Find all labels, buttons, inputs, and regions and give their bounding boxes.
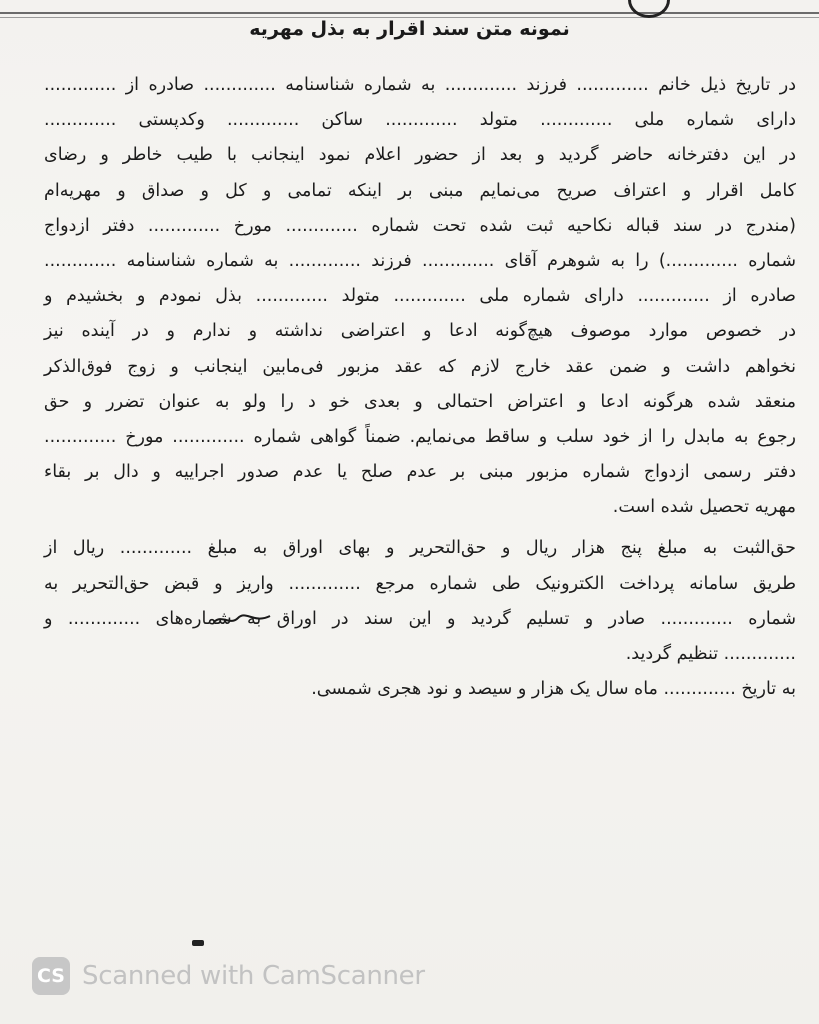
body-line: شماره ............. صادر و تسلیم گردید و این سند در اوراق به شماره‌های ............. و [44,608,796,629]
document-body [44,68,796,707]
body-line: منعقد شده هرگونه ادعا و اعتراض احتمالی و بعدی خو د را ولو به عنوان تضرر و حق [44,391,796,412]
body-line: صادره از ............. دارای شماره ملی ............. متولد ............. بذل نمودم و بخشیدم و [44,286,796,307]
camscanner-watermark [32,956,425,996]
body-line: در این دفترخانه حاضر گردید و بعد از حضور اعلام نمود اینجانب با طیب خاطر و رضای [44,145,796,166]
body-line: ............. تنظیم گردید. [625,644,796,664]
body-line: به تاریخ ............. ماه سال یک هزار و سیصد و نود هجری شمسی. [311,679,796,700]
body-line: رجوع به مابدل را از خود سلب و ساقط می‌نمایم. ضمناً گواهی شماره ............. مورخ ............. [44,426,796,447]
document-title: نمونه متن سند اقرار به بذل مهریه [249,18,570,40]
watermark-text: Scanned with CamScanner [82,961,425,991]
handwritten-mark-icon [212,612,272,626]
emblem-icon [628,0,670,18]
body-line: در خصوص موارد موصوف هیچ‌گونه ادعا و اعتراضی نداشته و ندارم و در آینده نیز [44,321,796,342]
body-line: در تاریخ ذیل خانم ............. فرزند ............. به شماره شناسنامه ............. صادره از ............. [44,75,796,95]
body-line: شماره .............) را به شوهرم آقای ............. فرزند ............. به شماره شناسنامه ............. [44,250,796,271]
header-rule [0,12,819,14]
camscanner-logo-icon: CS [32,957,70,995]
body-line: حق‌الثبت به مبلغ پنج هزار ریال و حق‌التحریر و بهای اوراق به مبلغ ............. ریال از [44,538,796,559]
body-line: دارای شماره ملی ............. متولد ............. ساکن ............. وکدپستی ............. [44,110,796,131]
body-line: مهریه تحصیل شده است. [612,497,796,518]
body-line: دفتر رسمی ازدواج شماره مزبور مبنی بر عدم صلح یا عدم صدور اجراییه و دال بر بقاء [44,462,796,483]
body-line: کامل اقرار و اعتراف صریح می‌نمایم مبنی بر اینکه تمامی و کل و صداق و مهریه‌ام [44,180,796,201]
body-line: طریق سامانه پرداخت الکترونیک طی شماره مرجع ............. واریز و قبض حق‌التحریر به [44,573,796,594]
ink-mark-icon [192,940,204,946]
body-line: نخواهم داشت و ضمن عقد خارج لازم که عقد مزبور فی‌مابین اینجانب و زوج فوق‌الذکر [44,356,796,377]
body-line: (مندرج در سند قباله نکاحیه ثبت شده تحت شماره ............. مورخ ............. دفتر ازدواج [44,215,796,236]
